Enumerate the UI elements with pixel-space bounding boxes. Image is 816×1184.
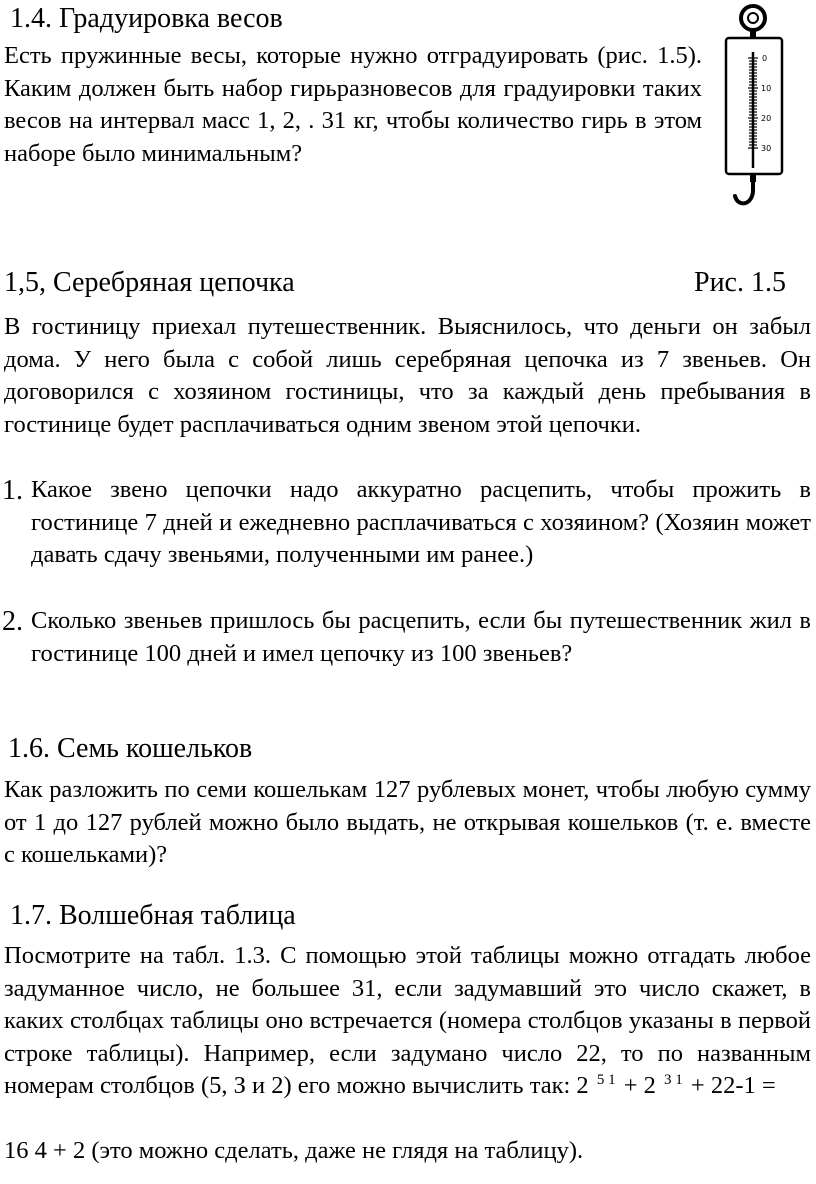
figure-caption: Рис. 1.5 bbox=[694, 267, 786, 298]
list-item-number-1: 1. bbox=[2, 475, 23, 506]
formula-part-1: + 2 bbox=[623, 1072, 656, 1099]
section-1-6-text: Как разложить по семи кошелькам 127 рублевых монет, чтобы любую сумму от 1 до 127 рублей можно было выдать, не открывая кошельков (т. е. вместе с кошельками)? bbox=[4, 776, 811, 868]
tick-label-20: 20 bbox=[761, 114, 772, 123]
section-1-4-title: 1.4. Градуировка весов bbox=[10, 3, 283, 34]
section-1-6-title: 1.6. Семь кошельков bbox=[8, 733, 253, 764]
list-item-number-2: 2. bbox=[2, 606, 23, 637]
tick-label-10: 10 bbox=[761, 84, 772, 93]
section-1-5-text: В гостиницу приехал путешественник. Выяснилось, что деньги он забыл дома. У него была с собой лишь серебряная цепочка из 7 звеньев. Он договорился с хозяином гостиницы, что за каждый день пребывания в гостинице будет расплачиваться одним звеном этой цепочки. bbox=[4, 313, 811, 438]
list-item-text-2: Сколько звеньев пришлось бы расцепить, если бы путешественник жил в гостинице 100 дней и имел цепочку из 100 звеньев? bbox=[31, 607, 811, 667]
section-1-7-body: Посмотрите на табл. 1.3. С помощью этой таблицы можно отгадать любое задуманное число, не большее 31, если задумавший это число скажет, в каких столбцах таблицы оно встречается (номера столбцов указаны в первой строке таблицы). Например, если задумано число 22, то по названным номерам столбцов (5, З и 2) его можно вычислить так: 2 bbox=[4, 942, 811, 1099]
formula-part-2: + 22-1 = bbox=[690, 1072, 776, 1099]
section-1-5-title: 1,5, Серебряная цепочка bbox=[4, 267, 295, 298]
exponent-1: 5 1 bbox=[596, 1072, 616, 1088]
section-1-4-text: Есть пружинные весы, которые нужно отградуировать (рис. 1.5). Каким должен быть набор гирьразновесов для градуировки таких весов на интервал масс 1, 2, . 31 кг, чтобы количество гирь в этом наборе было минимальным? bbox=[4, 42, 702, 167]
tick-label-30: 30 bbox=[761, 144, 772, 153]
section-1-7-text bbox=[4, 940, 811, 1106]
section-1-7-last-line: 16 4 + 2 (это можно сделать, даже не глядя на таблицу). bbox=[4, 1137, 584, 1164]
list-item-text-1: Какое звено цепочки надо аккуратно расцепить, чтобы прожить в гостинице 7 дней и ежедневно расплачиваться с хозяином? (Хозяин может давать сдачу звеньями, полученными им ранее.) bbox=[31, 476, 811, 568]
spring-scale-figure bbox=[718, 0, 788, 216]
tick-label-0: 0 bbox=[762, 54, 768, 63]
exponent-2: 3 1 bbox=[664, 1072, 683, 1088]
section-1-7-title: 1.7. Волшебная таблица bbox=[10, 900, 296, 931]
